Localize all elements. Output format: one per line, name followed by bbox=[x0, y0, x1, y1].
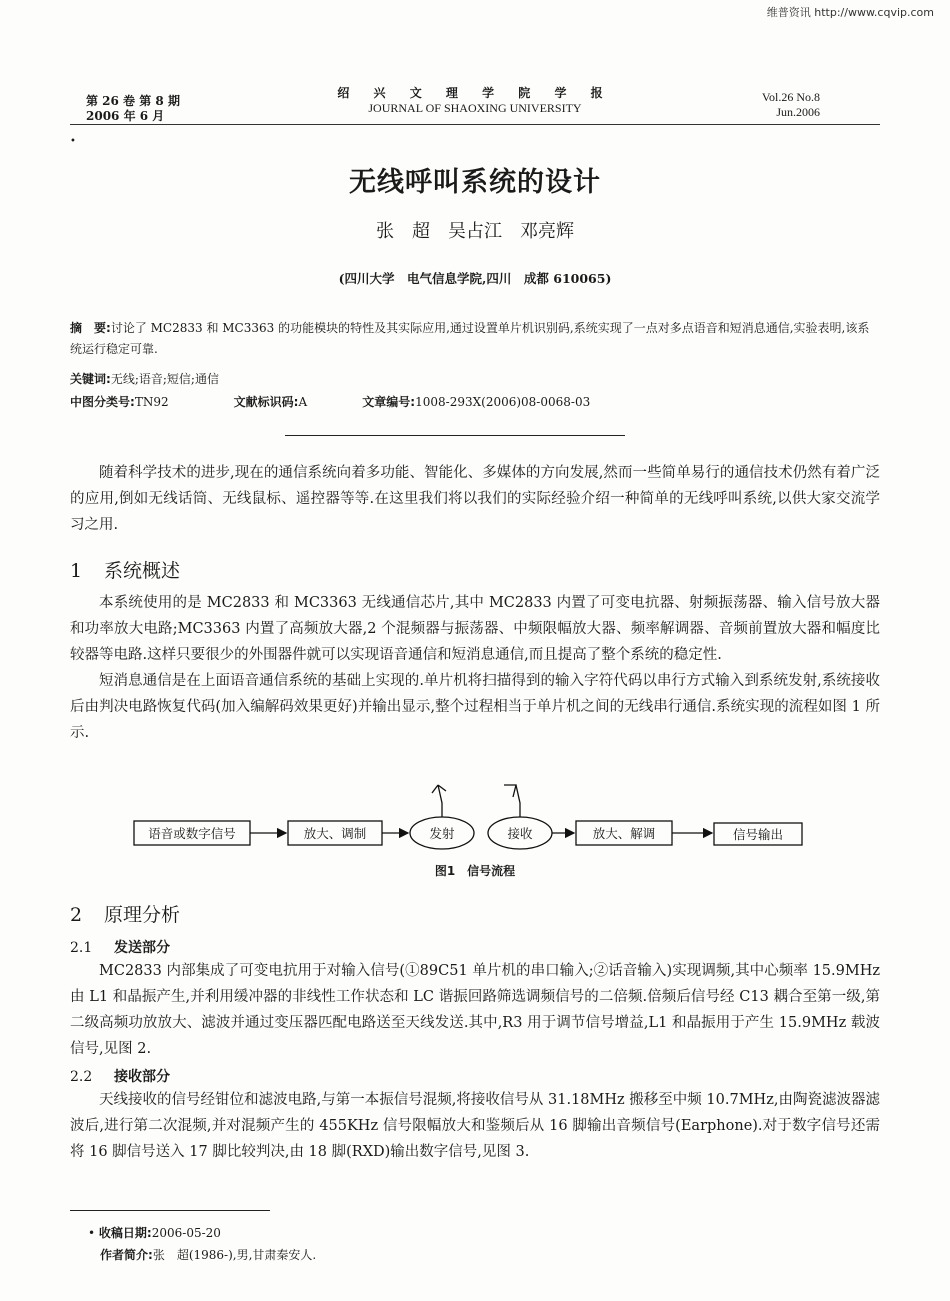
section-1-paragraph-2: 短消息通信是在上面语音通信系统的基础上实现的.单片机将扫描得到的输入字符代码以串行方式输入到系统发射,系统接收后由判决电路恢复代码(加入编解码效果更好)并输出显示,整个过程相当于单片机之间的无线串行通信.系统实现的流程如图 1 所示. bbox=[70, 673, 880, 741]
subsection-2-2-text: 天线接收的信号经钳位和滤波电路,与第一本振信号混频,将接收信号从 31.18MHz 搬移至中频 10.7MHz,由陶瓷滤波器滤波后,进行第二次混频,并对混频产生的 455KHz 信号限幅放大和鉴频后从 16 脚输出音频信号(Earphone).对于数字信号还需将 16 脚信号送入 17 脚比较判决,由 18 脚(RXD)输出数字信号,见图 3. bbox=[70, 1092, 880, 1160]
subsection-2-1-number: 2.1 bbox=[70, 940, 93, 956]
classification bbox=[70, 392, 880, 413]
subsection-2-1-heading bbox=[70, 937, 170, 957]
subsection-2-2-number: 2.2 bbox=[70, 1069, 93, 1085]
antenna-receive-icon bbox=[504, 785, 520, 817]
clc-label: 中图分类号: bbox=[70, 395, 135, 409]
keywords bbox=[70, 369, 880, 390]
date-cn: 2006 年 6 月 bbox=[86, 109, 165, 123]
subsection-2-2-heading bbox=[70, 1066, 170, 1086]
volume-issue-cn: 第 26 卷 第 8 期 bbox=[86, 94, 180, 108]
received-label: 收稿日期: bbox=[98, 1226, 152, 1240]
article-id-value: 1008-293X(2006)08-0068-03 bbox=[415, 395, 591, 409]
flow-label-transmit: 发射 bbox=[429, 826, 455, 841]
subsection-2-2-title: 接收部分 bbox=[114, 1069, 170, 1085]
abstract-divider bbox=[285, 435, 625, 436]
bullet-dot: • bbox=[70, 136, 76, 147]
figure-1-caption: 图1 信号流程 bbox=[434, 864, 516, 878]
footnote-received: • 收稿日期:2006-05-20 bbox=[88, 1226, 221, 1240]
clc-value: TN92 bbox=[134, 395, 169, 409]
flow-label-input: 语音或数字信号 bbox=[148, 826, 236, 841]
section-2-number: 2 bbox=[70, 904, 83, 926]
subsection-2-1-text: MC2833 内部集成了可变电抗用于对输入信号(①89C51 单片机的串口输入;②话音输入)实现调频,其中心频率 15.9MHz 由 L1 和晶振产生,并利用缓冲器的非线性工作状态和 LC 谐振回路筛选调频信号的二倍频.倍频后信号经 C13 耦合至第一级,第二级高频功放放大、滤波并通过变压器匹配电路送至天线发送.其中,R3 用于调节信号增益,L1 和晶振用于产生 15.9MHz 载波信号,见图 2. bbox=[70, 963, 880, 1057]
antenna-transmit-icon bbox=[432, 785, 446, 817]
flow-label-modulate: 放大、调制 bbox=[303, 826, 367, 841]
flow-label-demodulate: 放大、解调 bbox=[592, 826, 656, 841]
author-bio: 张 超(1986-),男,甘肃秦安人. bbox=[152, 1248, 317, 1262]
abstract-label: 摘 要: bbox=[70, 321, 111, 335]
subsection-2-2-body bbox=[70, 1087, 880, 1165]
keywords-text: 无线;语音;短信;通信 bbox=[110, 372, 219, 386]
subsection-2-1-title: 发送部分 bbox=[114, 940, 170, 956]
flow-label-receive: 接收 bbox=[507, 826, 533, 841]
received-date: 2006-05-20 bbox=[151, 1226, 221, 1240]
subsection-2-1-body bbox=[70, 958, 880, 1062]
signal-flow-diagram bbox=[120, 775, 820, 857]
header-journal bbox=[300, 86, 650, 116]
section-1-number: 1 bbox=[70, 560, 83, 582]
section-1-title: 系统概述 bbox=[104, 560, 181, 582]
doc-code-value: A bbox=[298, 395, 308, 409]
article-id-label: 文章编号: bbox=[362, 395, 416, 409]
keywords-label: 关键词: bbox=[70, 372, 111, 386]
watermark: 维普资讯 http://www.cqvip.com bbox=[766, 6, 934, 19]
section-1-paragraph-1: 本系统使用的是 MC2833 和 MC3363 无线通信芯片,其中 MC2833 内置了可变电抗器、射频振荡器、输入信号放大器和功率放大电路;MC3363 内置了高频放大器,2 个混频器与振荡器、中频限幅放大器、频率解调器、音频前置放大器和幅度比较器等电路.这样只要很少的外围器件就可以实现语音通信和短消息通信,而且提高了整个系统的稳定性. bbox=[70, 595, 880, 663]
header-rule bbox=[70, 124, 880, 125]
abstract-text: 讨论了 MC2833 和 MC3363 的功能模块的特性及其实际应用,通过设置单片机识别码,系统实现了一点对多点语音和短消息通信,实验表明,该系统运行稳定可靠. bbox=[70, 321, 870, 356]
flow-label-output: 信号输出 bbox=[732, 827, 784, 842]
authors: 张 超 吴占江 邓亮辉 bbox=[376, 221, 574, 242]
intro-paragraph bbox=[70, 460, 880, 538]
section-2-heading bbox=[70, 900, 180, 927]
date-en: Jun.2006 bbox=[776, 105, 820, 119]
affiliation: (四川大学 电气信息学院,四川 成都 610065) bbox=[338, 271, 612, 286]
section-2-title: 原理分析 bbox=[104, 904, 181, 926]
journal-name-cn: 绍 兴 文 理 学 院 学 报 bbox=[337, 86, 613, 100]
intro-text: 随着科学技术的进步,现在的通信系统向着多功能、智能化、多媒体的方向发展,然而一些简单易行的通信技术仍然有着广泛的应用,倒如无线话筒、无线鼠标、遥控器等等.在这里我们将以我们的实际经验介绍一种简单的无线呼叫系统,以供大家交流学习之用. bbox=[70, 465, 880, 533]
section-1-body bbox=[70, 590, 880, 746]
header-volume-cn bbox=[86, 94, 180, 124]
volume-issue-en: Vol.26 No.8 bbox=[761, 90, 820, 104]
abstract bbox=[70, 318, 880, 360]
footnote-author bbox=[88, 1244, 316, 1266]
doc-code-label: 文献标识码: bbox=[233, 395, 299, 409]
footnote-rule bbox=[70, 1210, 270, 1211]
section-1-heading bbox=[70, 556, 180, 583]
header-volume-en bbox=[762, 90, 820, 120]
paper-title: 无线呼叫系统的设计 bbox=[349, 167, 601, 198]
journal-name-en: JOURNAL OF SHAOXING UNIVERSITY bbox=[368, 101, 582, 115]
footnote bbox=[88, 1222, 316, 1266]
author-bio-label: 作者简介: bbox=[100, 1248, 153, 1262]
